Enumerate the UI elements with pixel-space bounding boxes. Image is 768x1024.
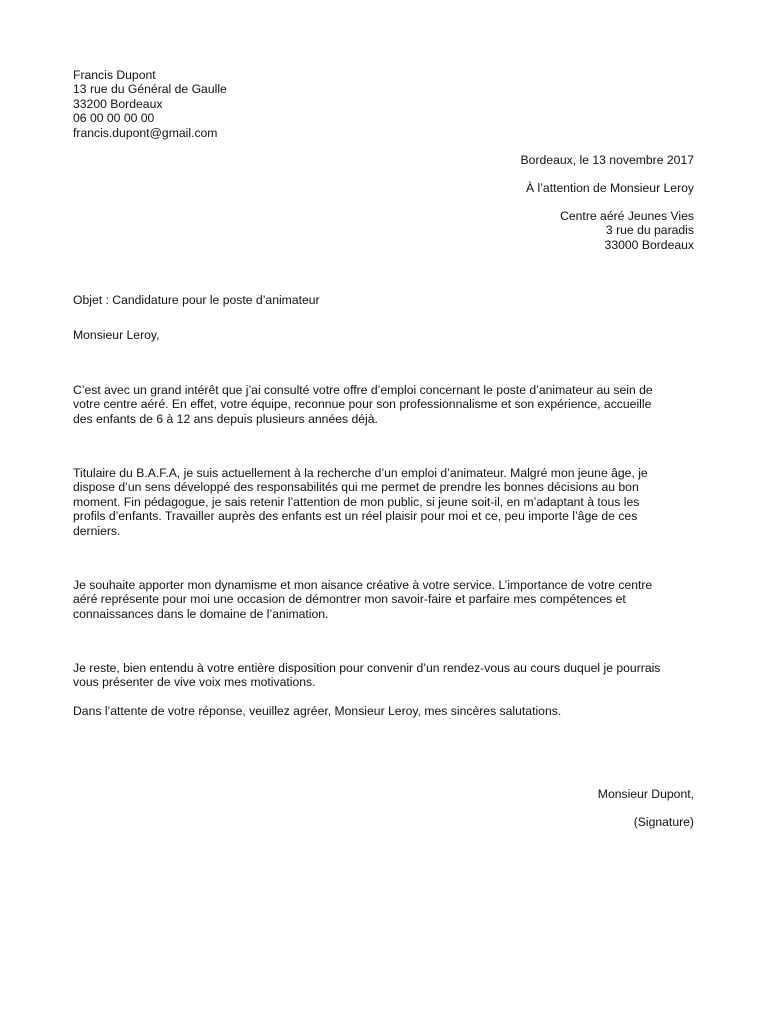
- recipient-city: 33000 Bordeaux: [604, 237, 694, 252]
- salutation: Monsieur Leroy,: [73, 328, 160, 342]
- sender-city: 33200 Bordeaux: [73, 96, 163, 111]
- recipient-address: [560, 209, 694, 252]
- paragraph-availability: Je reste, bien entendu à votre entière disposition pour convenir d’un rendez-vous au cours duquel je pourrais vous présenter de vive voix mes motivations.: [73, 661, 661, 690]
- sender-name: Francis Dupont: [73, 68, 156, 82]
- sender-address: [73, 68, 227, 140]
- sender-phone: 06 00 00 00 00: [73, 111, 155, 126]
- paragraph-motivation: Je souhaite apporter mon dynamisme et mon aisance créative à votre service. L’importance de votre centre aéré représente pour moi une occasion de démontrer mon savoir-faire et parfaire mes compétences et connaissances dans le domaine de l’animation.: [73, 578, 653, 621]
- recipient-name: Centre aéré Jeunes Vies: [560, 209, 694, 223]
- paragraph-qualifications: Titulaire du B.A.F.A, je suis actuellement à la recherche d’un emploi d’animateur. Malgré mon jeune âge, je dispose d’un sens développé des responsabilités qui me permet de prendre les bonnes décisions au bon moment. Fin pédagogue, je sais retenir l’attention de mon public, si jeune soit-il, en m’adaptant à tous les profils d’enfants. Travailler auprès des enfants est un réel plaisir pour moi et ce, peu importe l’âge de ces derniers.: [73, 466, 648, 538]
- paragraph-closing: Dans l’attente de votre réponse, veuillez agréer, Monsieur Leroy, mes sincères salutations.: [73, 704, 562, 718]
- recipient-street: 3 rue du paradis: [605, 223, 694, 238]
- closing-name: Monsieur Dupont,: [597, 787, 694, 801]
- paragraph-intro: C’est avec un grand intérêt que j’ai consulté votre offre d’emploi concernant le poste d’animateur au sein de votre centre aéré. En effet, votre équipe, reconnue pour son professionnalisme et son expérience, accueille des enfants de 6 à 12 ans depuis plusieurs années déjà.: [73, 383, 653, 426]
- attention-line: À l’attention de Monsieur Leroy: [525, 181, 694, 195]
- date-line: Bordeaux, le 13 novembre 2017: [520, 153, 694, 167]
- signature-placeholder: (Signature): [633, 815, 694, 829]
- sender-street: 13 rue du Général de Gaulle: [73, 82, 227, 97]
- subject-line: Objet : Candidature pour le poste d’animateur: [73, 293, 320, 307]
- sender-email: francis.dupont@gmail.com: [73, 125, 218, 140]
